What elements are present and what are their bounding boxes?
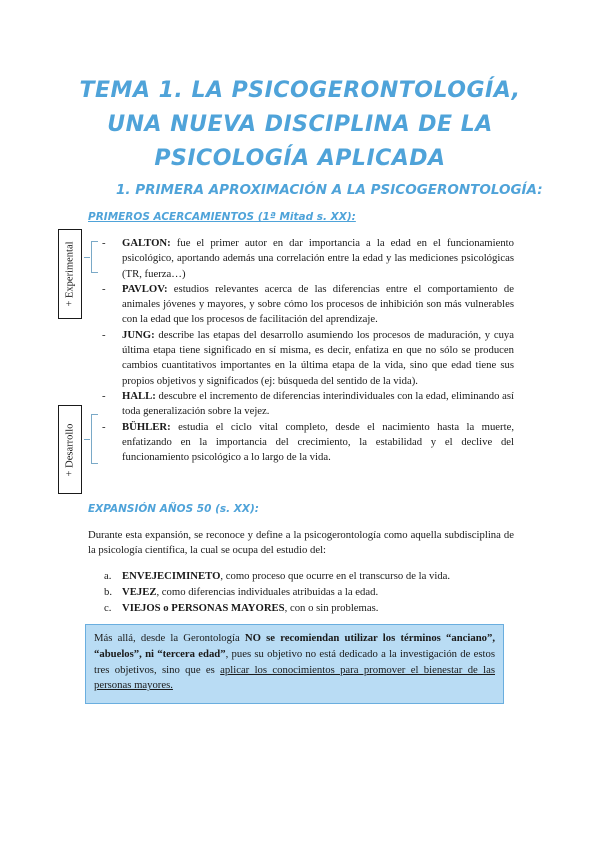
- note-box: Más allá, desde la Gerontología NO se recomiendan utilizar los términos “anciano”, “abuelos”, ni “tercera edad”, pues su objetivo no está dedicado a la investigación de estos tres objetivos, sino que es aplicar los conocimientos para promover el bienestar de las personas mayores.: [85, 624, 504, 704]
- document-title: [60, 74, 540, 176]
- bracket-experimental: [91, 241, 98, 273]
- authors-list: [102, 236, 514, 465]
- side-label-desarrollo: + Desarrollo: [58, 405, 82, 494]
- side-label-experimental: + Experimental: [58, 229, 82, 319]
- title-line-2: UNA NUEVA DISCIPLINA DE LA: [107, 112, 493, 137]
- bracket-connector: [84, 257, 90, 258]
- subsection-heading-first-approaches: PRIMEROS ACERCAMIENTOS (1ª Mitad s. XX):: [88, 211, 356, 223]
- bracket-desarrollo: [91, 414, 98, 464]
- list-item-jung: - JUNG: describe las etapas del desarrollo asumiendo los procesos de maduración, y cuya última etapa tiene significado en sí misma, es decir, enfatiza en que no sólo se producen cambios cuantitativos importantes en la última etapa de la vida, sino que edad tiene sus propios objetivos y significados (ej: búsqueda del sentido de la vida).: [102, 328, 514, 389]
- subsection-heading-expansion: EXPANSIÓN AÑOS 50 (s. XX):: [88, 503, 259, 515]
- list-item: c. VIEJOS o PERSONAS MAYORES, con o sin problemas.: [104, 601, 379, 614]
- section-heading-1: 1. PRIMERA APROXIMACIÓN A LA PSICOGERONTOLOGÍA:: [116, 182, 543, 198]
- list-item: a. ENVEJECIMINETO, como proceso que ocurre en el transcurso de la vida.: [104, 570, 451, 582]
- title-line-3: PSICOLOGÍA APLICADA: [154, 146, 446, 171]
- bracket-connector: [84, 439, 90, 440]
- list-item-galton: - GALTON: fue el primer autor en dar importancia a la edad en el funcionamiento psicológico, aportando además una correlación entre la edad y las mediciones psicológicas (TR, fuerza…): [102, 236, 514, 282]
- title-line-1: TEMA 1. LA PSICOGERONTOLOGÍA,: [79, 78, 521, 103]
- list-item-buhler: - BÜHLER: estudia el ciclo vital completo, desde el nacimiento hasta la muerte, enfatizando en la importancia del crecimiento, la estabilidad y el declive del funcionamiento psicológico a lo largo de la vida.: [102, 420, 514, 466]
- list-item: b. VEJEZ, como diferencias individuales atribuidas a la edad.: [104, 585, 379, 598]
- objectives-list: [104, 569, 450, 616]
- list-item-pavlov: - PAVLOV: estudios relevantes acerca de las diferencias entre el comportamiento de animales jóvenes y mayores, y sobre cómo los procesos de inhibición son más vulnerables con la edad que los procesos de facilitación del aprendizaje.: [102, 282, 514, 328]
- list-item-hall: - HALL: descubre el incremento de diferencias interindividuales con la edad, eliminando así toda generalización sobre la vejez.: [102, 389, 514, 420]
- expansion-paragraph: Durante esta expansión, se reconoce y define a la psicogerontología como aquella subdisciplina de la psicología científica, la cual se ocupa del estudio del:: [88, 529, 514, 557]
